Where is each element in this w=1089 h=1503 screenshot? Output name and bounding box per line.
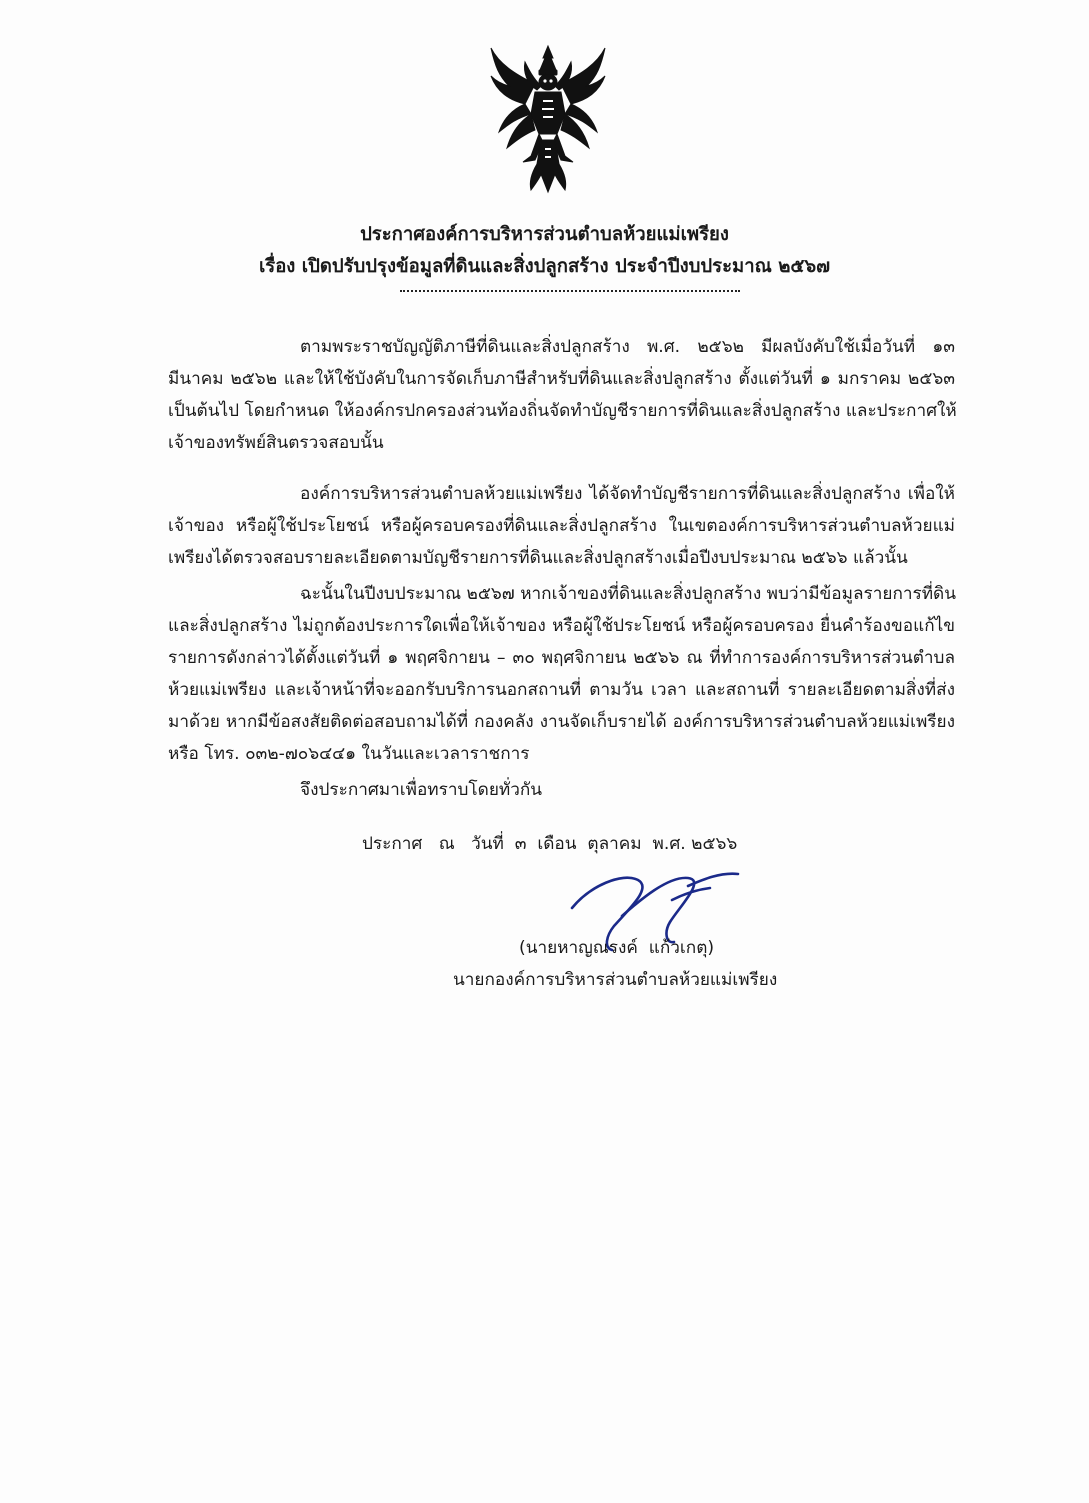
- signatory-position: นายกองค์การบริหารส่วนตำบลห้วยแม่เพรียง: [453, 970, 778, 990]
- document-subject: [0, 252, 1089, 282]
- paragraph-1-line: ตามพระราชบัญญัติภาษีที่ดินและสิ่งปลูกสร้าง พ.ศ. ๒๕๖๒ มีผลบังคับใช้เมื่อวันที่ ๑๓: [300, 337, 955, 357]
- title-line-1: ประกาศองค์การบริหารส่วนตำบลห้วยแม่เพรียง: [360, 224, 729, 245]
- title-line-2: เรื่อง เปิดปรับปรุงข้อมูลที่ดินและสิ่งปลูกสร้าง ประจำปีงบประมาณ ๒๕๖๗: [258, 256, 831, 277]
- paragraph-3-line: ห้วยแม่เพรียง และเจ้าหน้าที่จะออกรับบริการนอกสถานที่ ตามวัน เวลา และสถานที่ รายละเอียดตามสิ่งที่ส่ง: [168, 680, 955, 700]
- paragraph-1-line: มีนาคม ๒๕๖๒ และให้ใช้บังคับในการจัดเก็บภาษีสำหรับที่ดินและสิ่งปลูกสร้าง ตั้งแต่วันที่ ๑ มกราคม ๒๕๖๓: [168, 369, 955, 389]
- title-divider: [400, 290, 740, 292]
- announcement-date: ประกาศ ณ วันที่ ๓ เดือน ตุลาคม พ.ศ. ๒๕๖๖: [362, 834, 738, 854]
- paragraph-3-line: หรือ โทร. ๐๓๒-๗๐๖๔๔๑ ในวันและเวลาราชการ: [168, 744, 530, 764]
- document-title: [0, 220, 1089, 250]
- paragraph-1-line: เป็นต้นไป โดยกำหนด ให้องค์กรปกครองส่วนท้องถิ่นจัดทำบัญชีรายการที่ดินและสิ่งปลูกสร้าง และประกาศให้: [168, 401, 957, 421]
- signatory-name: (นายหาญณรงค์ แก้วเกตุ): [519, 938, 715, 958]
- paragraph-2-line: องค์การบริหารส่วนตำบลห้วยแม่เพรียง ได้จัดทำบัญชีรายการที่ดินและสิ่งปลูกสร้าง เพื่อให้: [300, 484, 955, 504]
- paragraph-3-line: และสิ่งปลูกสร้าง ไม่ถูกต้องประการใดเพื่อให้เจ้าของ หรือผู้ใช้ประโยชน์ หรือผู้ครอบครอง ยื่นคำร้องขอแก้ไข: [168, 616, 955, 636]
- paragraph-3-line: ฉะนั้นในปีงบประมาณ ๒๕๖๗ หากเจ้าของที่ดินและสิ่งปลูกสร้าง พบว่ามีข้อมูลรายการที่ดิน: [300, 584, 956, 604]
- paragraph-2-line: เพรียงได้ตรวจสอบรายละเอียดตามบัญชีรายการที่ดินและสิ่งปลูกสร้างเมื่อปีงบประมาณ ๒๕๖๖ แล้วนั้น: [168, 548, 908, 568]
- garuda-emblem-icon: [485, 44, 611, 196]
- paragraph-2-line: เจ้าของ หรือผู้ใช้ประโยชน์ หรือผู้ครอบครองที่ดินและสิ่งปลูกสร้าง ในเขตองค์การบริหารส่วนตำบลห้วยแม่: [168, 516, 955, 536]
- paragraph-3-line: รายการดังกล่าวได้ตั้งแต่วันที่ ๑ พฤศจิกายน – ๓๐ พฤศจิกายน ๒๕๖๖ ณ ที่ทำการองค์การบริหารส่วนตำบล: [168, 648, 955, 668]
- paragraph-3-line: มาด้วย หากมีข้อสงสัยติดต่อสอบถามได้ที่ กองคลัง งานจัดเก็บรายได้ องค์การบริหารส่วนตำบลห้วยแม่เพรียง: [168, 712, 955, 732]
- paragraph-1-line: เจ้าของทรัพย์สินตรวจสอบนั้น: [168, 433, 384, 453]
- closing-statement: จึงประกาศมาเพื่อทราบโดยทั่วกัน: [300, 780, 543, 800]
